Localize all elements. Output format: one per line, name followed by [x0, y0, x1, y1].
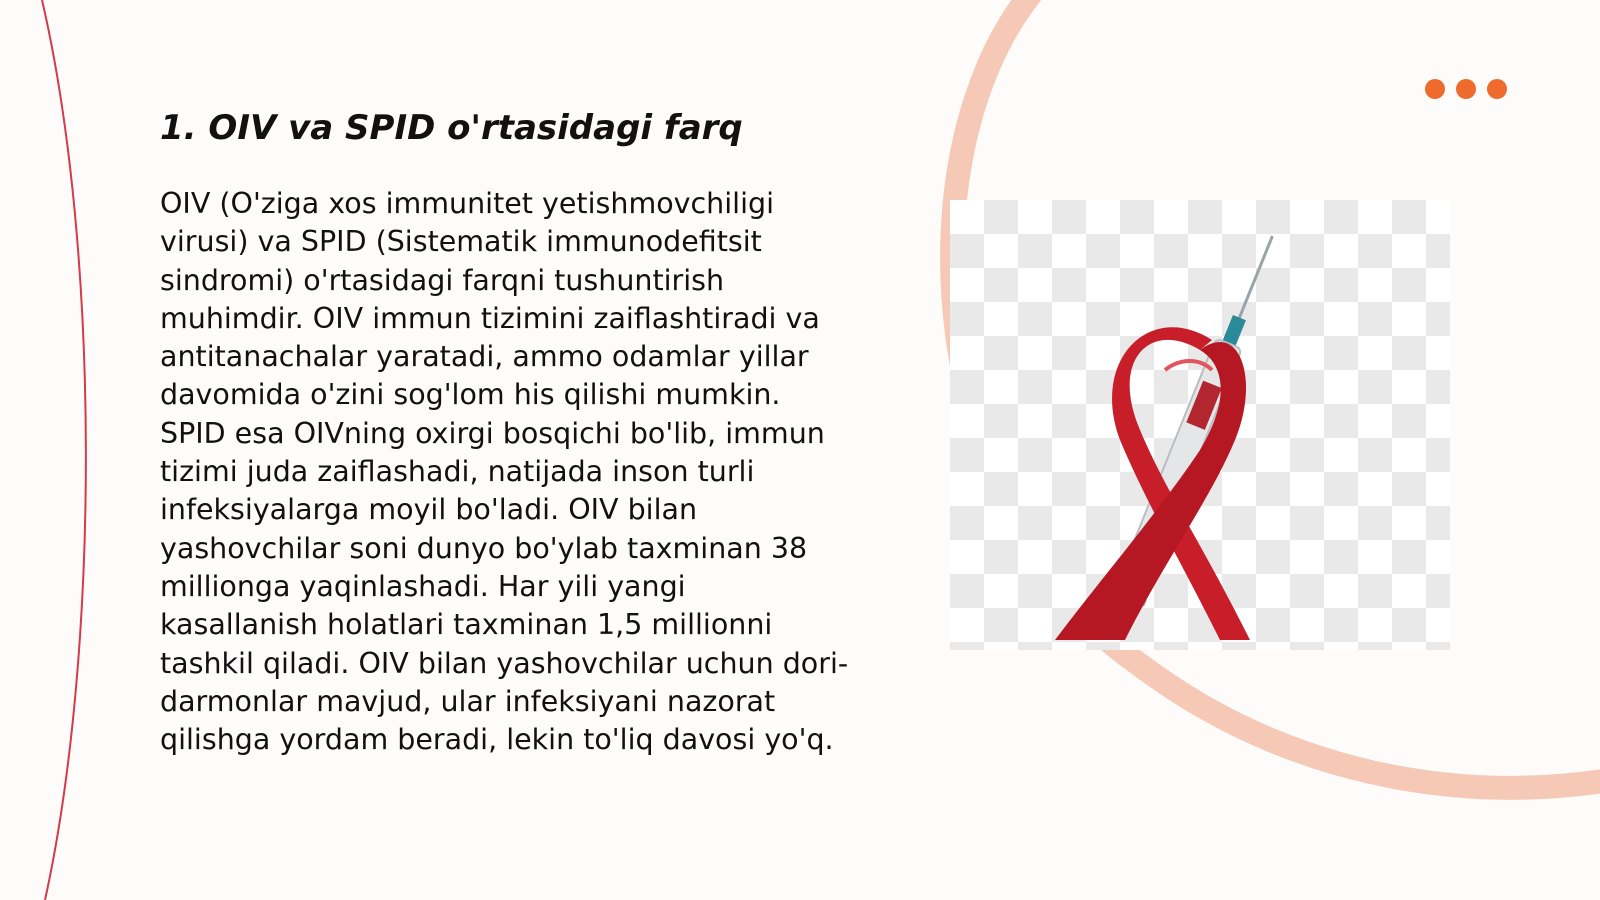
- slide-title: 1. OIV va SPID o'rtasidagi farq: [160, 108, 743, 148]
- ribbon-syringe-image: [950, 200, 1450, 650]
- red-ribbon-icon: [1055, 327, 1250, 640]
- dot-icon: [1425, 79, 1445, 99]
- dots-decoration: [1425, 79, 1507, 99]
- dot-icon: [1456, 79, 1476, 99]
- red-ribbon-syringe-icon: [950, 200, 1450, 650]
- slide-body-text: OIV (O'ziga xos immunitet yetishmovchiligi virusi) va SPID (Sistematik immunodefitsit sindromi) o'rtasidagi farqni tushuntirish muhimdir. OIV immun tizimini zaiflashtiradi va antitanachalar yaratadi, ammo odamlar yillar davomida o'zini sog'lom his qilishi mumkin. SPID esa OIVning oxirgi bosqichi bo'lib, immun tizimi juda zaiflashadi, natijada inson turli infeksiyalarga moyil bo'ladi. OIV bilan yashovchilar soni dunyo bo'ylab taxminan 38 millionga yaqinlashadi. Har yili yangi kasallanish holatlari taxminan 1,5 millionni tashkil qiladi. OIV bilan yashovchilar uchun dori-darmonlar mavjud, ular infeksiyani nazorat qilishga yordam beradi, lekin to'liq davosi yo'q.: [160, 187, 849, 757]
- dot-icon: [1487, 79, 1507, 99]
- left-accent-curve: [42, 0, 86, 900]
